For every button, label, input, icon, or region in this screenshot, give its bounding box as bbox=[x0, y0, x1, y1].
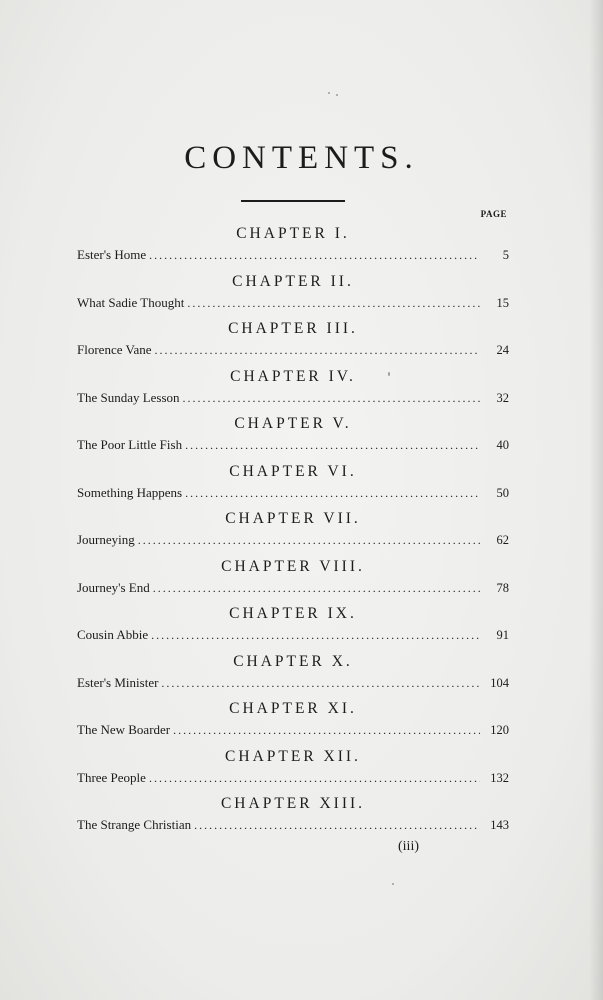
table-of-contents bbox=[77, 222, 509, 840]
dot-leader bbox=[154, 343, 480, 358]
chapter-heading: CHAPTER X. bbox=[233, 652, 353, 670]
dot-leader bbox=[173, 723, 480, 738]
toc-entry bbox=[77, 485, 509, 501]
toc-chapter bbox=[77, 270, 509, 318]
chapter-title: What Sadie Thought bbox=[77, 294, 185, 310]
title-rule bbox=[241, 200, 345, 202]
chapter-page-number: 91 bbox=[496, 628, 509, 642]
toc-chapter bbox=[77, 792, 509, 840]
toc-chapter bbox=[77, 222, 509, 270]
toc-entry bbox=[77, 675, 509, 691]
dot-leader bbox=[149, 248, 480, 263]
page-column-heading: PAGE bbox=[480, 209, 507, 219]
chapter-heading: CHAPTER VIII. bbox=[221, 557, 365, 575]
chapter-page-number: 143 bbox=[490, 818, 509, 832]
dot-leader bbox=[183, 391, 480, 406]
toc-entry bbox=[77, 390, 509, 406]
toc-entry bbox=[77, 770, 509, 786]
chapter-page-number: 78 bbox=[496, 580, 509, 595]
toc-chapter bbox=[77, 317, 509, 365]
chapter-heading: CHAPTER I. bbox=[236, 225, 350, 242]
dot-leader bbox=[185, 486, 480, 501]
paper-speck bbox=[392, 883, 394, 885]
toc-entry bbox=[77, 532, 509, 548]
toc-chapter bbox=[77, 460, 509, 508]
toc-entry bbox=[77, 295, 509, 311]
toc-chapter bbox=[77, 365, 509, 413]
chapter-heading: CHAPTER III. bbox=[228, 320, 358, 337]
chapter-heading: CHAPTER II. bbox=[232, 272, 354, 290]
dot-leader bbox=[194, 818, 480, 833]
chapter-page-number: 132 bbox=[490, 770, 509, 785]
toc-chapter bbox=[77, 555, 509, 603]
chapter-title: The New Boarder bbox=[77, 722, 171, 737]
chapter-title: Three People bbox=[77, 769, 146, 785]
toc-entry bbox=[77, 817, 509, 833]
toc-entry bbox=[77, 247, 509, 263]
toc-entry bbox=[77, 580, 509, 596]
chapter-heading: CHAPTER VI. bbox=[229, 462, 357, 480]
chapter-heading: CHAPTER XII. bbox=[225, 747, 361, 765]
chapter-heading: CHAPTER XIII. bbox=[220, 795, 366, 812]
paper-speck bbox=[336, 94, 338, 96]
toc-chapter bbox=[77, 602, 509, 650]
toc-chapter bbox=[77, 650, 509, 698]
dot-leader bbox=[185, 438, 480, 453]
dot-leader bbox=[153, 581, 480, 596]
chapter-page-number: 104 bbox=[490, 675, 509, 690]
chapter-title: The Poor Little Fish bbox=[77, 437, 183, 452]
dot-leader bbox=[138, 533, 480, 548]
toc-entry bbox=[77, 722, 509, 738]
toc-chapter bbox=[77, 507, 509, 555]
chapter-page-number: 50 bbox=[496, 485, 509, 500]
toc-chapter bbox=[77, 745, 509, 793]
chapter-heading: CHAPTER VII. bbox=[225, 510, 361, 527]
chapter-title: Ester's Minister bbox=[77, 674, 159, 690]
chapter-page-number: 32 bbox=[496, 390, 509, 405]
chapter-heading: CHAPTER IX. bbox=[229, 605, 357, 622]
chapter-heading: CHAPTER IV. bbox=[230, 367, 356, 385]
chapter-title: Cousin Abbie bbox=[77, 627, 149, 642]
chapter-title: The Strange Christian bbox=[77, 817, 192, 832]
chapter-page-number: 40 bbox=[496, 438, 509, 452]
chapter-title: Journeying bbox=[77, 532, 135, 547]
dot-leader bbox=[161, 676, 480, 691]
toc-chapter bbox=[77, 697, 509, 745]
chapter-title: Florence Vane bbox=[77, 342, 152, 357]
chapter-heading: CHAPTER XI. bbox=[229, 700, 357, 717]
toc-entry bbox=[77, 437, 509, 453]
chapter-page-number: 15 bbox=[496, 295, 509, 310]
toc-chapter bbox=[77, 412, 509, 460]
toc-entry bbox=[77, 627, 509, 643]
page-title: CONTENTS. bbox=[184, 140, 419, 176]
chapter-page-number: 5 bbox=[502, 248, 509, 262]
chapter-title: Something Happens bbox=[77, 484, 183, 500]
dot-leader bbox=[151, 628, 480, 643]
toc-entry bbox=[77, 342, 509, 358]
paper-speck bbox=[328, 92, 330, 94]
chapter-heading: CHAPTER V. bbox=[234, 415, 352, 432]
chapter-page-number: 120 bbox=[490, 723, 509, 737]
dot-leader bbox=[187, 296, 480, 311]
chapter-title: Journey's End bbox=[77, 579, 150, 595]
chapter-title: The Sunday Lesson bbox=[77, 389, 180, 405]
chapter-page-number: 62 bbox=[496, 533, 509, 547]
chapter-title: Ester's Home bbox=[77, 247, 147, 262]
dot-leader bbox=[149, 771, 480, 786]
chapter-page-number: 24 bbox=[496, 343, 509, 357]
page-folio: (iii) bbox=[398, 839, 419, 854]
